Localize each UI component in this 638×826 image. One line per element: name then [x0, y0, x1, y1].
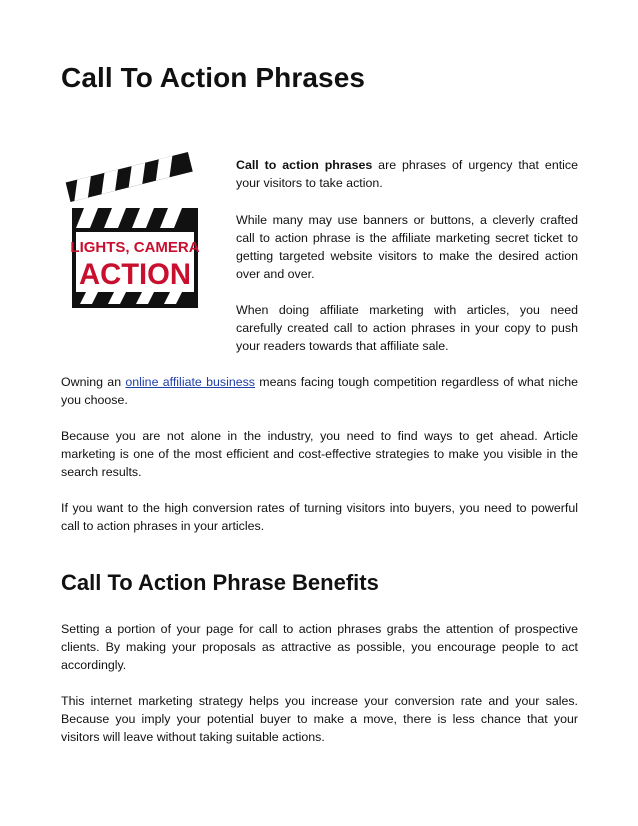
section-paragraph-1: Setting a portion of your page for call to action phrases grabs the attention of prospective clients. By making your proposals as attractive as possible, you encourage people to act accordingly.: [61, 622, 578, 672]
intro-paragraph-2: While many may use banners or buttons, a cleverly crafted call to action phrase is the affiliate marketing secret ticket to getting targeted website visitors to make the desired action over and over.: [236, 213, 578, 281]
section-paragraph-2: This internet marketing strategy helps you increase your conversion rate and your sales. Because you imply your potential buyer to make a move, there is less chance that your visitors will leave without taking suitable actions.: [61, 694, 578, 744]
page-title: Call To Action Phrases: [61, 62, 366, 93]
body-paragraph-2: Because you are not alone in the industry, you need to find ways to get ahead. Article marketing is one of the most efficient and cost-effective strategies to make you visible in the search results.: [61, 429, 578, 479]
affiliate-business-link[interactable]: online affiliate business: [125, 375, 255, 389]
intro-paragraph-3: When doing affiliate marketing with articles, you need carefully created call to action phrases in your copy to push your readers towards that affiliate sale.: [236, 303, 578, 353]
p4-pre: Owning an: [61, 375, 126, 389]
body-paragraph-1: [61, 373, 578, 409]
body-paragraph-3: If you want to the high conversion rates of turning visitors into buyers, you need to powerful call to action phrases in your articles.: [61, 501, 578, 533]
section-heading: Call To Action Phrase Benefits: [61, 570, 379, 595]
intro-bold-term: Call to action phrases: [236, 158, 373, 172]
clapper-line1: LIGHTS, CAMERA: [70, 239, 200, 256]
clapperboard-icon: [62, 152, 204, 312]
intro-paragraph-1: [236, 156, 578, 192]
intro-p1-text: are phrases of urgency that entice your visitors to take action.: [236, 158, 578, 190]
p4-post: means facing tough competition regardless of what niche you choose.: [61, 375, 578, 407]
clapper-line2: ACTION: [79, 258, 191, 291]
